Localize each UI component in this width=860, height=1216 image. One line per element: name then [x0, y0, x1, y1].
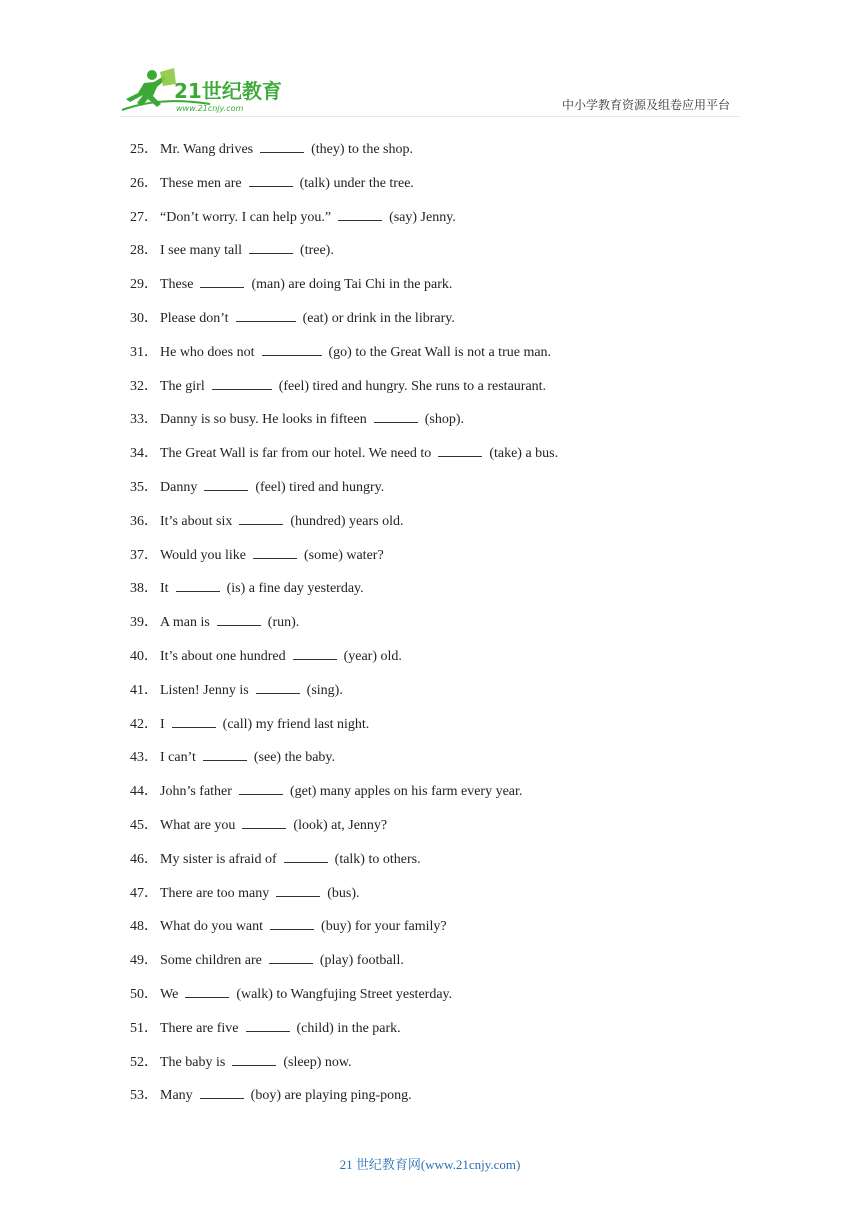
answer-blank[interactable] — [262, 341, 322, 356]
question-item — [130, 375, 558, 409]
question-number: 29． — [130, 277, 158, 293]
question-text-after: (year) old. — [343, 648, 402, 664]
question-item — [130, 172, 558, 206]
question-item — [130, 206, 558, 240]
answer-blank[interactable] — [204, 476, 248, 491]
question-text-before: I can’t — [160, 750, 196, 766]
question-number: 26． — [130, 175, 158, 191]
question-text-before: Listen! Jenny is — [160, 682, 249, 698]
question-number: 32． — [130, 378, 158, 394]
answer-blank[interactable] — [269, 949, 313, 964]
answer-blank[interactable] — [232, 1051, 276, 1066]
question-item — [130, 713, 558, 747]
question-number: 44． — [130, 784, 158, 800]
question-number: 51． — [130, 1020, 158, 1036]
answer-blank[interactable] — [246, 1017, 290, 1032]
question-number: 35． — [130, 479, 158, 495]
question-number: 46． — [130, 851, 158, 867]
question-text-after: (get) many apples on his farm every year. — [289, 784, 523, 800]
question-text-before: These — [160, 277, 194, 293]
question-item — [130, 138, 558, 172]
question-text-before: Many — [160, 1088, 193, 1104]
question-text-before: The Great Wall is far from our hotel. We need to — [160, 446, 432, 462]
question-list — [130, 138, 558, 1118]
question-text-after: (is) a fine day yesterday. — [226, 581, 364, 597]
question-text-after: (play) football. — [319, 953, 404, 969]
question-text-before: The girl — [160, 378, 205, 394]
question-text-before: Mr. Wang drives — [160, 142, 254, 157]
answer-blank[interactable] — [239, 510, 283, 525]
question-text-before: It — [160, 581, 169, 597]
question-number: 53． — [130, 1088, 158, 1104]
question-number: 40． — [130, 648, 158, 664]
question-item — [130, 476, 558, 510]
answer-blank[interactable] — [236, 307, 296, 322]
question-text-before: The baby is — [160, 1054, 226, 1070]
question-number: 39． — [130, 615, 158, 631]
question-number: 50． — [130, 986, 158, 1002]
answer-blank[interactable] — [256, 679, 300, 694]
question-text-before: Danny — [160, 479, 198, 495]
question-number: 48． — [130, 919, 158, 935]
question-item — [130, 611, 558, 645]
question-number: 30． — [130, 310, 158, 326]
question-text-before: Please don’t — [160, 310, 229, 326]
question-text-before: John’s father — [160, 784, 232, 800]
question-item — [130, 273, 558, 307]
question-text-after: (tree). — [300, 243, 334, 259]
question-text-before: Would you like — [160, 547, 246, 563]
question-number: 41． — [130, 682, 158, 698]
answer-blank[interactable] — [185, 983, 229, 998]
answer-blank[interactable] — [276, 882, 320, 897]
question-item — [130, 983, 558, 1017]
question-text-after: (shop). — [424, 412, 465, 428]
answer-blank[interactable] — [270, 915, 314, 930]
question-text-after: (they) to the shop. — [311, 142, 413, 157]
question-text-before: I see many tall — [160, 243, 243, 259]
footer-text[interactable]: 21 世纪教育网(www.21cnjy.com) — [339, 1157, 521, 1172]
answer-blank[interactable] — [293, 645, 337, 660]
answer-blank[interactable] — [249, 239, 293, 254]
answer-blank[interactable] — [176, 577, 220, 592]
question-text-after: (bus). — [327, 885, 360, 901]
header-divider — [120, 116, 740, 117]
question-item — [130, 408, 558, 442]
question-text-after: (man) are doing Tai Chi in the park. — [251, 277, 453, 293]
question-text-before: My sister is afraid of — [160, 851, 277, 867]
question-item — [130, 544, 558, 578]
question-number: 45． — [130, 817, 158, 833]
question-item — [130, 239, 558, 273]
question-item — [130, 780, 558, 814]
question-text-after: (sing). — [306, 682, 343, 698]
question-text-after: (eat) or drink in the library. — [302, 310, 455, 326]
question-text-before: Some children are — [160, 953, 262, 969]
question-text-after: (some) water? — [303, 547, 384, 563]
question-item — [130, 341, 558, 375]
question-text-before: We — [160, 986, 179, 1002]
question-text-before: What do you want — [160, 919, 264, 935]
question-text-after: (talk) under the tree. — [299, 175, 414, 191]
question-text-after: (child) in the park. — [296, 1020, 401, 1036]
question-text-before: These men are — [160, 175, 242, 191]
question-item — [130, 679, 558, 713]
question-number: 28． — [130, 243, 158, 259]
question-text-after: (feel) tired and hungry. — [255, 479, 385, 495]
question-number: 27． — [130, 209, 158, 225]
question-text-after: (buy) for your family? — [321, 919, 447, 935]
question-number: 33． — [130, 412, 158, 428]
question-text-before: It’s about six — [160, 513, 233, 529]
question-number: 47． — [130, 885, 158, 901]
question-number: 49． — [130, 953, 158, 969]
answer-blank[interactable] — [374, 408, 418, 423]
question-text-before: Danny is so busy. He looks in fifteen — [160, 412, 367, 428]
question-text-after: (call) my friend last night. — [222, 716, 370, 732]
logo-text: 21世纪教育 — [174, 79, 282, 103]
question-number: 31． — [130, 344, 158, 360]
question-number: 36． — [130, 513, 158, 529]
answer-blank[interactable] — [212, 375, 272, 390]
question-text-before: He who does not — [160, 344, 255, 360]
question-text-after: (take) a bus. — [489, 446, 559, 462]
question-text-before: “Don’t worry. I can help you.” — [160, 209, 332, 225]
answer-blank[interactable] — [200, 1084, 244, 1099]
question-text-before: It’s about one hundred — [160, 648, 286, 664]
question-item — [130, 442, 558, 476]
question-item — [130, 814, 558, 848]
question-text-before: I — [160, 716, 165, 732]
question-text-after: (go) to the Great Wall is not a true man. — [328, 344, 552, 360]
question-text-after: (see) the baby. — [253, 750, 335, 766]
question-text-before: What are you — [160, 817, 236, 833]
question-number: 34． — [130, 446, 158, 462]
answer-blank[interactable] — [249, 172, 293, 187]
answer-blank[interactable] — [260, 138, 304, 153]
question-number: 42． — [130, 716, 158, 732]
question-item — [130, 1084, 558, 1118]
question-item — [130, 510, 558, 544]
question-item — [130, 577, 558, 611]
platform-title: 中小学教育资源及组卷应用平台 — [561, 98, 730, 112]
question-item — [130, 1017, 558, 1051]
question-text-after: (talk) to others. — [334, 851, 421, 867]
answer-blank[interactable] — [239, 780, 283, 795]
question-number: 25． — [130, 142, 158, 157]
question-number: 52． — [130, 1054, 158, 1070]
question-item — [130, 1051, 558, 1085]
answer-blank[interactable] — [284, 848, 328, 863]
answer-blank[interactable] — [242, 814, 286, 829]
answer-blank[interactable] — [338, 206, 382, 221]
question-item — [130, 307, 558, 341]
question-text-before: There are five — [160, 1020, 239, 1036]
logo-url: www.21cnjy.com — [176, 104, 244, 113]
question-text-before: There are too many — [160, 885, 270, 901]
runner-logo-icon — [120, 66, 295, 116]
answer-blank[interactable] — [172, 713, 216, 728]
answer-blank[interactable] — [200, 273, 244, 288]
question-text-after: (run). — [267, 615, 300, 631]
answer-blank[interactable] — [217, 611, 261, 626]
question-number: 37． — [130, 547, 158, 563]
question-text-after: (say) Jenny. — [389, 209, 456, 225]
question-text-before: A man is — [160, 615, 210, 631]
question-text-after: (sleep) now. — [283, 1054, 352, 1070]
question-item — [130, 645, 558, 679]
question-text-after: (look) at, Jenny? — [293, 817, 388, 833]
logo — [120, 66, 295, 116]
page-header — [0, 0, 860, 120]
question-number: 38． — [130, 581, 158, 597]
question-text-after: (hundred) years old. — [290, 513, 404, 529]
question-text-after: (feel) tired and hungry. She runs to a restaurant. — [278, 378, 547, 394]
question-item — [130, 848, 558, 882]
answer-blank[interactable] — [253, 544, 297, 559]
question-item — [130, 949, 558, 983]
question-item — [130, 882, 558, 916]
question-text-after: (walk) to Wangfujing Street yesterday. — [236, 986, 453, 1002]
question-number: 43． — [130, 750, 158, 766]
question-item — [130, 746, 558, 780]
question-item — [130, 915, 558, 949]
answer-blank[interactable] — [438, 442, 482, 457]
answer-blank[interactable] — [203, 746, 247, 761]
question-text-after: (boy) are playing ping-pong. — [250, 1088, 412, 1104]
